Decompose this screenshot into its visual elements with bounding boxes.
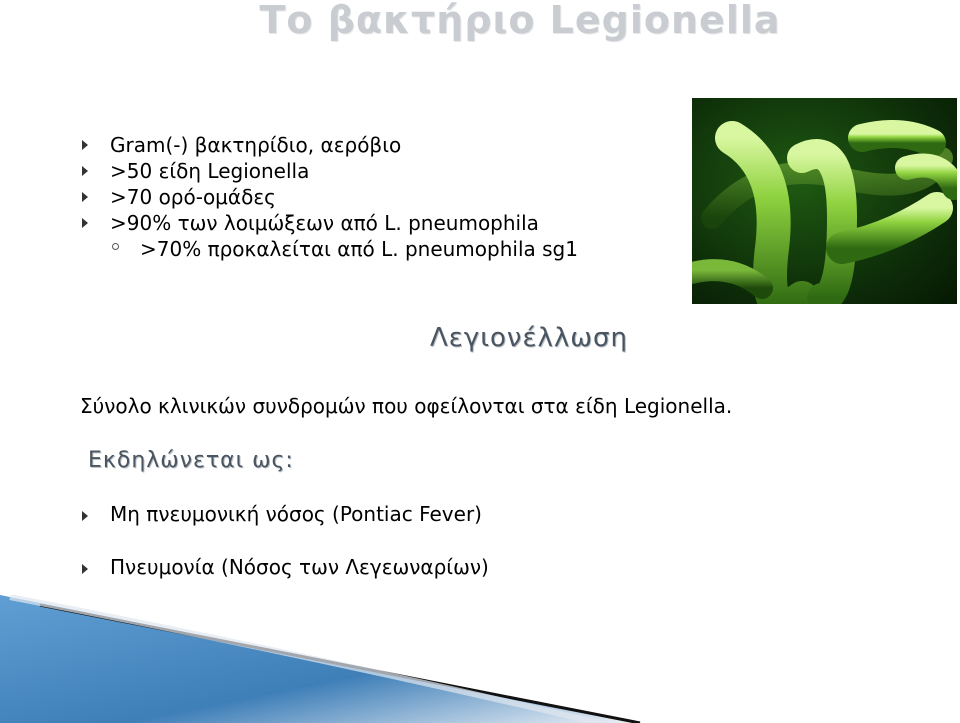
manifestation-item (80, 555, 489, 579)
triangle-bullet-icon (82, 140, 88, 150)
bacteria-image (692, 98, 957, 304)
manifestation-text: Πνευμονία (Νόσος των Λεγεωναρίων) (110, 555, 489, 579)
bacteria-illustration (692, 98, 957, 304)
bullet-item (80, 184, 700, 210)
bullet-item (80, 158, 700, 184)
bullet-item (80, 210, 700, 236)
bullet-text: >50 είδη Legionella (110, 159, 310, 183)
sub-bullet-item (80, 236, 700, 262)
manifests-heading: Εκδηλώνεται ως: (88, 448, 294, 473)
triangle-bullet-icon (82, 192, 88, 202)
ring-bullet-icon (112, 243, 119, 250)
bullet-item (80, 132, 700, 158)
triangle-bullet-icon (82, 218, 88, 228)
bullet-text: >70 ορό-ομάδες (110, 185, 276, 209)
sub-bullet-text: >70% προκαλείται από L. pneumophila sg1 (140, 237, 578, 261)
slide-title: Το βακτήριο Legionella (259, 0, 781, 42)
triangle-bullet-icon (82, 511, 88, 521)
triangle-bullet-icon (82, 564, 88, 574)
manifestation-text: Μη πνευμονική νόσος (Pontiac Fever) (110, 502, 482, 526)
manifestation-item (80, 502, 482, 526)
bullet-list (80, 132, 700, 262)
section-heading: Λεγιονέλλωση (430, 323, 629, 353)
triangle-bullet-icon (82, 166, 88, 176)
summary-text: Σύνολο κλινικών συνδρομών που οφείλονται στα είδη Legionella. (80, 394, 733, 418)
decorative-swoosh (0, 595, 960, 723)
bullet-text: Gram(-) βακτηρίδιο, αερόβιο (110, 133, 402, 157)
bullet-text: >90% των λοιμώξεων από L. pneumophila (110, 211, 539, 235)
